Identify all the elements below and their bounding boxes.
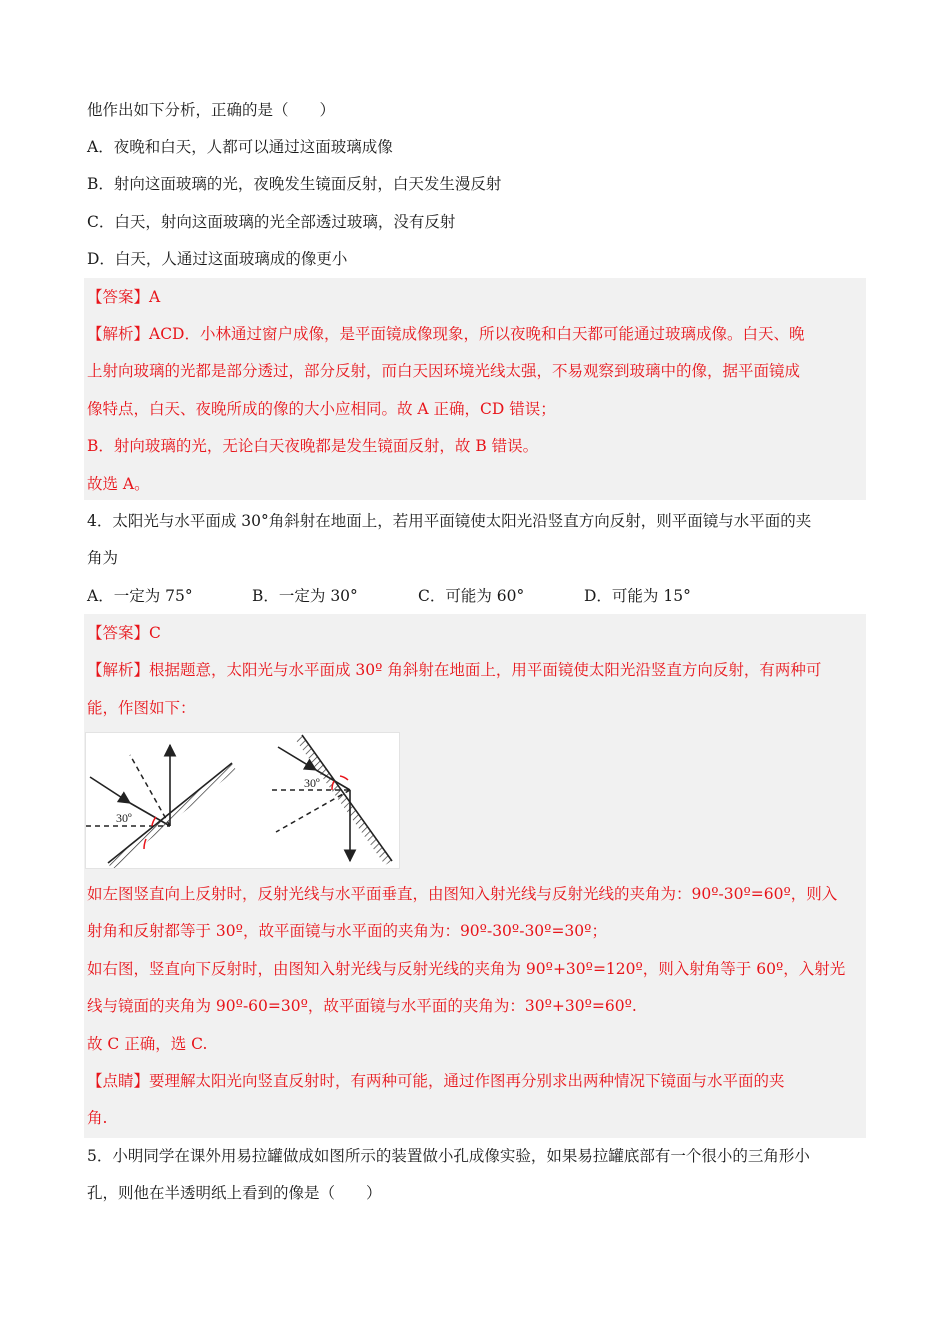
explanation-line: 如右图，竖直向下反射时，由图知入射光线与反射光线的夹角为 90º+30º=120º，则入射角等于 60º，入射光: [87, 960, 846, 978]
explanation-line: 故选 A。: [87, 475, 150, 493]
right-angle-label: 30º: [304, 776, 320, 790]
explanation-line: 像特点，白天、夜晚所成的像的大小应相同。故 A 正确，CD 错误；: [87, 400, 556, 418]
left-incident-ray: [90, 777, 130, 803]
explanation-line: 【解析】根据题意，太阳光与水平面成 30º 角斜射在地面上，用平面镜使太阳光沿竖直方向反射，有两种可: [87, 661, 822, 679]
right-angle-arc-2: [340, 776, 348, 780]
q4-option-a: A．一定为 75°: [87, 587, 193, 605]
option-d: D．白天，人通过这面玻璃成的像更小: [87, 250, 348, 268]
explanation-line: 射角和反射都等于 30º，故平面镜与水平面的夹角为：90º-30º-30º=30º；: [87, 922, 607, 940]
question-stem: 他作出如下分析，正确的是（ ）: [87, 101, 336, 119]
explanation-line: B．射向玻璃的光，无论白天夜晚都是发生镜面反射，故 B 错误。: [87, 437, 539, 455]
question-5-stem: 5．小明同学在课外用易拉罐做成如图所示的装置做小孔成像实验，如果易拉罐底部有一个很小的三角形小: [87, 1147, 810, 1165]
explanation-line: 能，作图如下：: [87, 699, 196, 717]
explanation-line: 如左图竖直向上反射时，反射光线与水平面垂直，由图知入射光线与反射光线的夹角为：90º-30º=60º，则入: [87, 885, 838, 903]
answer-label: 【答案】A: [87, 288, 161, 306]
q4-option-b: B．一定为 30°: [252, 587, 358, 605]
right-mirror-hatching: [295, 735, 392, 865]
question-4-stem: 角为: [87, 549, 119, 567]
question-4-stem: 4．太阳光与水平面成 30°角斜射在地面上，若用平面镜使太阳光沿竖直方向反射，则平面镜与水平面的夹: [87, 512, 812, 530]
explanation-line: 上射向玻璃的光都是部分透过，部分反射，而白天因环境光线太强，不易观察到玻璃中的像，据平面镜成: [87, 362, 801, 380]
left-angle-label: 30º: [116, 811, 132, 825]
tip-line: 角.: [87, 1109, 108, 1127]
explanation-line: 【解析】ACD．小林通过窗户成像，是平面镜成像现象，所以夜晚和白天都可能通过玻璃成像。白天、晚: [87, 325, 805, 343]
q4-option-d: D．可能为 15°: [584, 587, 691, 605]
tip-line: 【点睛】要理解太阳光向竖直反射时，有两种可能，通过作图再分别求出两种情况下镜面与水平面的夹: [87, 1072, 785, 1090]
answer-label: 【答案】C: [87, 624, 161, 642]
right-normal-dashed: [276, 790, 350, 832]
option-a: A．夜晚和白天，人都可以通过这面玻璃成像: [87, 138, 393, 156]
option-b: B．射向这面玻璃的光，夜晚发生镜面反射，白天发生漫反射: [87, 175, 502, 193]
left-diagram: [86, 745, 236, 868]
option-c: C．白天，射向这面玻璃的光全部透过玻璃，没有反射: [87, 213, 456, 231]
reflection-diagram: [85, 732, 400, 869]
right-diagram: [272, 735, 392, 865]
q4-option-c: C．可能为 60°: [418, 587, 525, 605]
answer-block-q3: [84, 278, 866, 500]
right-mirror-line: [302, 735, 392, 861]
answer-block-q4: [84, 614, 866, 1138]
question-5-stem: 孔，则他在半透明纸上看到的像是（ ）: [87, 1184, 382, 1202]
explanation-line: 故 C 正确，选 C.: [87, 1035, 208, 1053]
explanation-line: 线与镜面的夹角为 90º-60=30º，故平面镜与水平面的夹角为：30º+30º=60º.: [87, 997, 637, 1015]
